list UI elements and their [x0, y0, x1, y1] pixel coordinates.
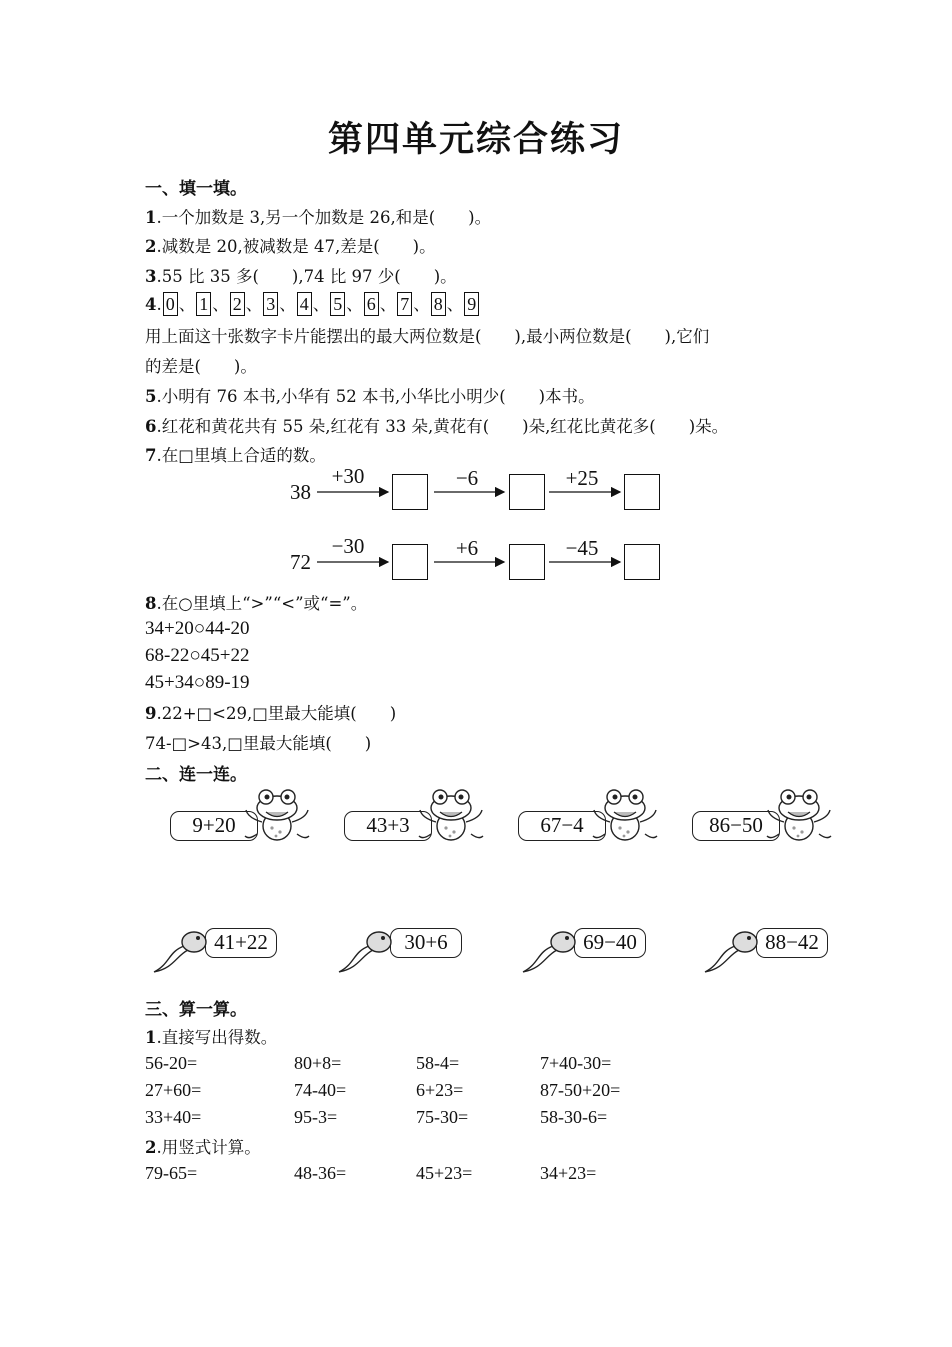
section-1-heading: 一、填一填。 [145, 179, 247, 199]
number-card: 2 [230, 292, 245, 316]
number-card: 7 [397, 292, 412, 316]
tadpole-icon [335, 924, 395, 976]
chain2-op-2: +6 [455, 536, 479, 560]
calc-item: 75-30= [416, 1107, 469, 1127]
frog-icon [764, 786, 834, 848]
chain1-start: 38 [290, 480, 311, 504]
number-card: 3 [263, 292, 278, 316]
chain2-answer-box-3[interactable] [624, 544, 660, 580]
question-5: 5.小明有 76 本书,小华有 52 本书,小华比小明少( )本书。 [145, 387, 595, 406]
card-separator: 、 [245, 295, 263, 314]
chain1-answer-box-1[interactable] [392, 474, 428, 510]
tadpole-icon [519, 924, 579, 976]
tadpole-expression[interactable]: 41+22 [205, 928, 277, 958]
tadpole-icon [701, 924, 761, 976]
calc-item: 58-4= [416, 1053, 460, 1073]
calc-item: 56-20= [145, 1053, 198, 1073]
calc-item: 27+60= [145, 1080, 202, 1100]
question-8: 8.在○里填上“>”“<”或“=”。 [145, 594, 368, 613]
tadpole-expression[interactable]: 69−40 [574, 928, 646, 958]
calc-item: 7+40-30= [540, 1053, 612, 1073]
frog-icon [590, 786, 660, 848]
card-separator: 、 [212, 295, 229, 314]
question-9-part-2: 74-□>43,□里最大能填( ) [145, 734, 372, 753]
calc-item: 87-50+20= [540, 1080, 621, 1100]
frog-expression[interactable]: 86−50 [692, 811, 780, 841]
chain2-op-3: −45 [565, 536, 599, 560]
question-4-cards: 4. 0 、 1 、 2 、 3 、 4 、 5 、 6 、 7 、 8 、 9 [145, 291, 480, 316]
chain1-op-2: −6 [455, 466, 479, 490]
card-separator: 、 [446, 295, 464, 314]
number-chain-arrows [0, 0, 952, 600]
calc-item: 80+8= [294, 1053, 342, 1073]
question-4-line2: 的差是( )。 [145, 357, 257, 376]
tadpole-expression[interactable]: 30+6 [390, 928, 462, 958]
tadpole-expression[interactable]: 88−42 [756, 928, 828, 958]
calc-part-2: 2.用竖式计算。 [145, 1138, 261, 1157]
frog-icon [416, 786, 486, 848]
number-card: 0 [163, 292, 178, 316]
number-card: 9 [464, 292, 479, 316]
card-separator: 、 [178, 295, 196, 314]
question-7: 7.在□里填上合适的数。 [145, 446, 326, 465]
calc-part-1: 1.直接写出得数。 [145, 1028, 278, 1047]
chain1-op-1: +30 [331, 464, 365, 488]
calc-item: 33+40= [145, 1107, 202, 1127]
card-separator: 、 [312, 295, 330, 314]
question-6: 6.红花和黄花共有 55 朵,红花有 33 朵,黄花有( )朵,红花比黄花多( )朵。 [145, 417, 729, 436]
chain1-answer-box-3[interactable] [624, 474, 660, 510]
question-3: 3.55 比 35 多( ),74 比 97 少( )。 [145, 267, 457, 286]
card-separator: 、 [379, 295, 397, 314]
question-1: 1.一个加数是 3,另一个加数是 26,和是( )。 [145, 208, 492, 227]
number-card: 4 [297, 292, 312, 316]
chain1-answer-box-2[interactable] [509, 474, 545, 510]
chain1-op-3: +25 [565, 466, 599, 490]
frog-expression[interactable]: 43+3 [344, 811, 432, 841]
frog-expression[interactable]: 9+20 [170, 811, 258, 841]
compare-item: 45+34○89-19 [145, 672, 250, 693]
card-separator: 、 [279, 295, 296, 314]
vertical-calc-item: 48-36= [294, 1163, 347, 1183]
chain2-op-1: −30 [331, 534, 365, 558]
calc-item: 95-3= [294, 1107, 338, 1127]
frog-icon [242, 786, 312, 848]
chain2-answer-box-1[interactable] [392, 544, 428, 580]
question-2: 2.减数是 20,被减数是 47,差是( )。 [145, 237, 436, 256]
card-separator: 、 [346, 295, 363, 314]
frog-expression[interactable]: 67−4 [518, 811, 606, 841]
page-title: 第四单元综合练习 [327, 120, 624, 160]
section-2-heading: 二、连一连。 [145, 765, 247, 785]
chain2-answer-box-2[interactable] [509, 544, 545, 580]
number-card: 8 [431, 292, 446, 316]
number-card: 5 [330, 292, 345, 316]
card-separator: 、 [413, 295, 430, 314]
question-9: 9.22+□<29,□里最大能填( ) [145, 704, 397, 723]
chain2-start: 72 [290, 550, 311, 574]
tadpole-icon [150, 924, 210, 976]
compare-item: 34+20○44-20 [145, 618, 250, 639]
question-4-line1: 用上面这十张数字卡片能摆出的最大两位数是( ),最小两位数是( ),它们 [145, 327, 710, 346]
compare-item: 68-22○45+22 [145, 645, 250, 666]
vertical-calc-item: 79-65= [145, 1163, 198, 1183]
number-card: 1 [196, 292, 211, 316]
section-3-heading: 三、算一算。 [145, 1000, 247, 1020]
calc-item: 6+23= [416, 1080, 464, 1100]
calc-item: 74-40= [294, 1080, 347, 1100]
number-card: 6 [364, 292, 379, 316]
vertical-calc-item: 34+23= [540, 1163, 597, 1183]
vertical-calc-item: 45+23= [416, 1163, 473, 1183]
calc-item: 58-30-6= [540, 1107, 608, 1127]
